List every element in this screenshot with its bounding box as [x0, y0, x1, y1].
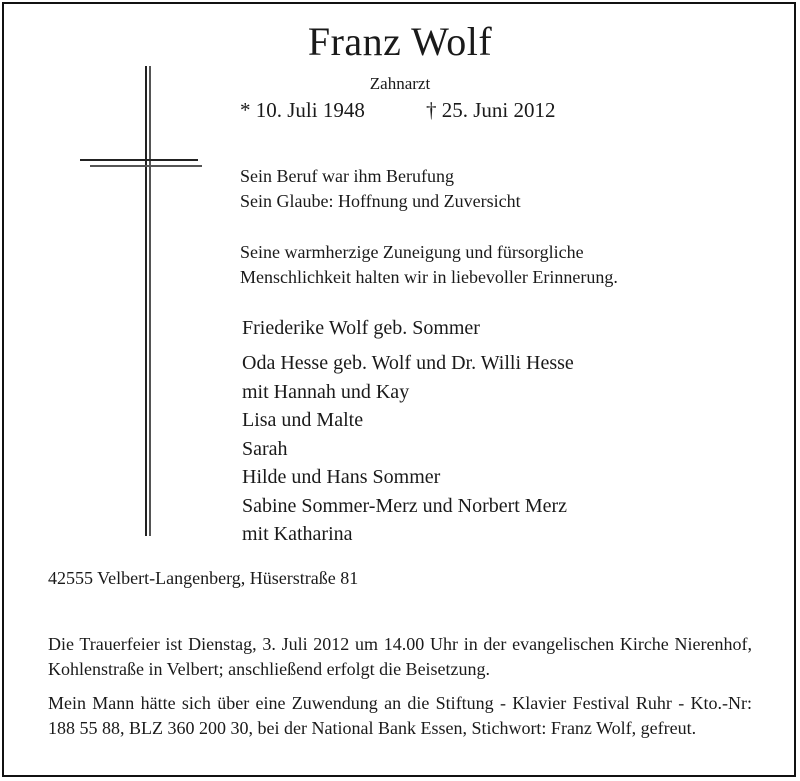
deceased-name: Franz Wolf	[307, 19, 493, 64]
motto-line-2: Sein Glaube: Hoffnung und Zuversicht	[240, 191, 521, 211]
family-member: Sarah	[242, 437, 288, 460]
death-date: † 25. Juni 2012	[426, 98, 556, 122]
family-member: mit Hannah und Kay	[242, 380, 410, 403]
family-member: Sabine Sommer-Merz und Norbert Merz	[242, 494, 568, 517]
family-member: Hilde und Hans Sommer	[242, 466, 441, 488]
donation-info: Mein Mann hätte sich über eine Zuwendung an die Stiftung - Klavier Festival Ruhr - Kto.-Nr: 188 55 88, BLZ 360 200 30, bei der National Bank Essen, Stichwort: Franz Wolf, gefreut.	[48, 693, 752, 738]
tribute-line-1: Seine warmherzige Zuneigung und fürsorgliche	[240, 242, 584, 262]
funeral-info: Die Trauerfeier ist Dienstag, 3. Juli 2012 um 14.00 Uhr in der evangelischen Kirche Nierenhof, Kohlenstraße in Velbert; anschließend erfolgt die Beisetzung.	[48, 634, 752, 679]
widow-name: Friederike Wolf geb. Sommer	[242, 317, 480, 339]
family-member: Oda Hesse geb. Wolf und Dr. Willi Hesse	[242, 352, 574, 374]
family-member: Lisa und Malte	[242, 409, 364, 431]
profession: Zahnarzt	[369, 74, 431, 93]
address: 42555 Velbert-Langenberg, Hüserstraße 81	[48, 568, 359, 588]
family-member: mit Katharina	[242, 523, 353, 545]
motto-line-1: Sein Beruf war ihm Berufung	[240, 166, 454, 186]
tribute-line-2: Menschlichkeit halten wir in liebevoller Erinnerung.	[240, 267, 618, 287]
birth-date: * 10. Juli 1948	[240, 98, 365, 122]
